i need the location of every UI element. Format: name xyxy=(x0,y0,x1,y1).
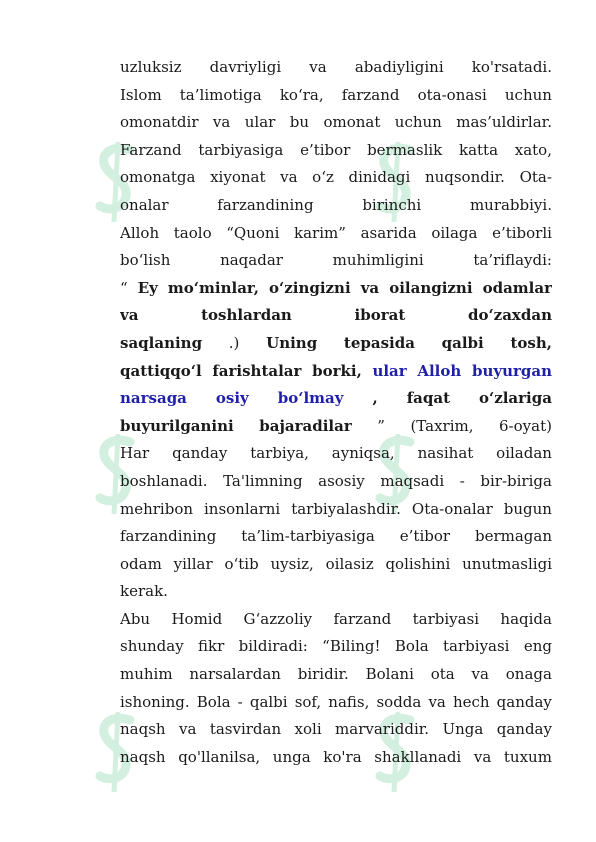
word: bajaradilar xyxy=(259,416,352,435)
word: Farzand xyxy=(120,140,182,159)
word: muhim xyxy=(120,665,173,684)
word: kerak. xyxy=(120,582,168,601)
word: omonatga xyxy=(120,168,196,187)
word: omonatdir xyxy=(120,113,199,132)
word: qolishini xyxy=(385,554,451,573)
word: hech xyxy=(452,692,490,711)
word: qalbi xyxy=(249,692,288,711)
word: o‘z xyxy=(312,168,334,187)
text-line xyxy=(120,82,552,110)
text-line xyxy=(120,164,552,192)
text-line xyxy=(120,633,552,661)
word: Bola xyxy=(394,637,429,656)
word: Bola xyxy=(196,692,231,711)
word: 6-oyat) xyxy=(499,416,552,435)
word: toshlardan xyxy=(201,306,292,325)
word: ko'ra xyxy=(323,747,362,766)
text-line xyxy=(120,413,552,441)
text-line xyxy=(120,385,552,413)
word: nasihat xyxy=(417,444,474,463)
word: bo‘lmay xyxy=(277,389,344,408)
word: yillar xyxy=(173,554,213,573)
word: ta’lim-tarbiyasiga xyxy=(241,527,375,546)
word: naqadar xyxy=(220,251,283,270)
word: faqat xyxy=(406,389,450,408)
word: naqsh xyxy=(120,747,166,766)
text-line xyxy=(120,137,552,165)
word: nuqsondir. xyxy=(424,168,505,187)
word: “ xyxy=(120,278,128,297)
word: o‘zingizni xyxy=(269,278,351,297)
word: katta xyxy=(458,140,499,159)
word: “Biling! xyxy=(322,637,381,656)
text-line xyxy=(120,689,552,717)
word: karim” xyxy=(294,223,346,242)
word: shakllanadi xyxy=(374,747,462,766)
word: nafis, xyxy=(328,692,370,711)
word: tasvirdan xyxy=(209,720,282,739)
word: xato, xyxy=(514,140,552,159)
word: qalbi xyxy=(441,333,484,352)
word: dinidagi xyxy=(348,168,411,187)
word: biridir. xyxy=(297,665,349,684)
word: davriyligi xyxy=(209,58,282,76)
word: maqsadi xyxy=(380,471,445,490)
word: marvariddir. xyxy=(335,720,430,739)
word: farishtalar xyxy=(212,361,302,380)
word: tarbiyasi xyxy=(443,637,510,656)
word: odamlar xyxy=(482,278,552,297)
word: G‘azzoliy xyxy=(243,609,313,628)
word: bermagan xyxy=(474,527,552,546)
word: omonat xyxy=(323,113,381,132)
word: o‘zlariga xyxy=(478,389,552,408)
word: va xyxy=(309,58,327,76)
word: ta’limotiga xyxy=(179,85,262,104)
word: Alloh xyxy=(417,361,462,380)
text-line xyxy=(120,109,552,137)
text-line xyxy=(120,247,552,275)
word: tarbiyasi xyxy=(412,609,480,628)
word: buyurilganini xyxy=(120,416,234,435)
word: unga xyxy=(272,747,311,766)
word: “Quoni xyxy=(226,223,280,242)
text-line xyxy=(120,744,552,772)
word: qanday xyxy=(172,444,228,463)
word: sodda xyxy=(376,692,422,711)
word: e’tibor xyxy=(300,140,351,159)
word: .) xyxy=(228,333,240,352)
word: narsalardan xyxy=(189,665,281,684)
word: iborat xyxy=(354,306,406,325)
word: va xyxy=(120,306,139,325)
word: oilasiz xyxy=(325,554,374,573)
word: tarbiyalashdir. xyxy=(291,499,401,518)
word: Bolani xyxy=(365,665,414,684)
word: Islom xyxy=(120,85,162,104)
text-line xyxy=(120,358,552,386)
word: Ota- xyxy=(519,168,552,187)
text-line xyxy=(120,54,552,82)
word: ko'rsatadi. xyxy=(471,58,552,76)
text-line xyxy=(120,716,552,744)
word: va xyxy=(212,113,231,132)
word: fikr xyxy=(198,637,225,656)
word: murabbiyi. xyxy=(469,195,552,214)
word: Abu xyxy=(120,609,151,628)
word: bo‘lish xyxy=(120,251,171,270)
word: bu xyxy=(289,113,310,132)
word: (Taxrim, xyxy=(410,416,474,435)
word: ular xyxy=(244,113,276,132)
word: Uning xyxy=(266,333,318,352)
word: va xyxy=(473,747,492,766)
word: oilangizni xyxy=(389,278,473,297)
word: ta’riflaydi: xyxy=(473,251,552,270)
word: Alloh xyxy=(120,223,160,242)
word: Ta'limning xyxy=(223,471,303,490)
word: farzandining xyxy=(120,527,217,546)
text-line xyxy=(120,523,552,551)
word: Ey xyxy=(137,278,158,297)
word: uchun xyxy=(394,113,442,132)
word: odam xyxy=(120,554,162,573)
word: mas’uldirlar. xyxy=(456,113,552,132)
word: tarbiyasiga xyxy=(198,140,284,159)
word: unutmasligi xyxy=(462,554,552,573)
word: taolo xyxy=(173,223,212,242)
word: tuxum xyxy=(503,747,552,766)
word: sof, xyxy=(294,692,322,711)
word: tepasida xyxy=(343,333,415,352)
word: bugun xyxy=(503,499,552,518)
text-line xyxy=(120,496,552,524)
word: va xyxy=(471,665,489,684)
word: qo'llanilsa, xyxy=(178,747,261,766)
word: insonlarni xyxy=(204,499,281,518)
word: farzandining xyxy=(217,195,314,214)
text-line xyxy=(120,192,552,220)
word: uzluksiz xyxy=(120,58,182,76)
text-line xyxy=(120,330,552,358)
word: osiy xyxy=(215,389,249,408)
word: bildiradi: xyxy=(238,637,308,656)
word: qattiqqo‘l xyxy=(120,361,202,380)
word: onaga xyxy=(505,665,552,684)
word: uchun xyxy=(504,85,552,104)
word: borki, xyxy=(312,361,362,380)
word: qanday xyxy=(496,692,552,711)
word: bir-biriga xyxy=(480,471,552,490)
word: eng xyxy=(523,637,552,656)
word: oiladan xyxy=(496,444,552,463)
word: tosh, xyxy=(510,333,552,352)
word: naqsh xyxy=(120,720,166,739)
word: uysiz, xyxy=(270,554,314,573)
text-line xyxy=(120,606,552,634)
word: qanday xyxy=(496,720,552,739)
word: do‘zaxdan xyxy=(467,306,552,325)
word: e’tiborli xyxy=(492,223,552,242)
word: saqlaning xyxy=(120,333,203,352)
word: ota xyxy=(430,665,455,684)
word: shunday xyxy=(120,637,184,656)
word: va xyxy=(360,278,380,297)
word: ” xyxy=(377,416,385,435)
word: asarida xyxy=(360,223,417,242)
word: ishoning. xyxy=(120,692,190,711)
word: oilaga xyxy=(431,223,478,242)
word: Homid xyxy=(171,609,223,628)
text-line xyxy=(120,440,552,468)
word: abadiyligini xyxy=(354,58,444,76)
word: ayniqsa, xyxy=(331,444,395,463)
word: ko‘ra, xyxy=(279,85,324,104)
word: birinchi xyxy=(362,195,422,214)
text-line xyxy=(120,661,552,689)
word: Unga xyxy=(442,720,484,739)
word: onalar xyxy=(120,195,169,214)
word: farzand xyxy=(341,85,400,104)
word: Har xyxy=(120,444,150,463)
word: , xyxy=(372,389,378,408)
word: va xyxy=(428,692,446,711)
word: ota-onasi xyxy=(417,85,487,104)
text-line xyxy=(120,220,552,248)
word: mehribon xyxy=(120,499,194,518)
word: o‘tib xyxy=(224,554,259,573)
word: tarbiya, xyxy=(250,444,309,463)
word: va xyxy=(280,168,298,187)
text-line xyxy=(120,275,552,303)
word: - xyxy=(237,692,243,711)
word: va xyxy=(178,720,197,739)
word: ular xyxy=(372,361,407,380)
word: narsaga xyxy=(120,389,187,408)
word: Ota-onalar xyxy=(411,499,493,518)
text-line xyxy=(120,551,552,579)
text-line xyxy=(120,302,552,330)
word: asosiy xyxy=(318,471,365,490)
word: buyurgan xyxy=(471,361,552,380)
word: mo‘minlar, xyxy=(167,278,259,297)
word: haqida xyxy=(500,609,552,628)
text-line xyxy=(120,468,552,496)
word: - xyxy=(459,471,465,490)
word: xiyonat xyxy=(210,168,266,187)
word: e’tibor xyxy=(399,527,451,546)
text-line xyxy=(120,578,552,606)
word: bermaslik xyxy=(367,140,443,159)
word: farzand xyxy=(333,609,392,628)
word: xoli xyxy=(294,720,322,739)
word: muhimligini xyxy=(332,251,424,270)
document-body xyxy=(120,54,552,771)
word: boshlanadi. xyxy=(120,471,208,490)
